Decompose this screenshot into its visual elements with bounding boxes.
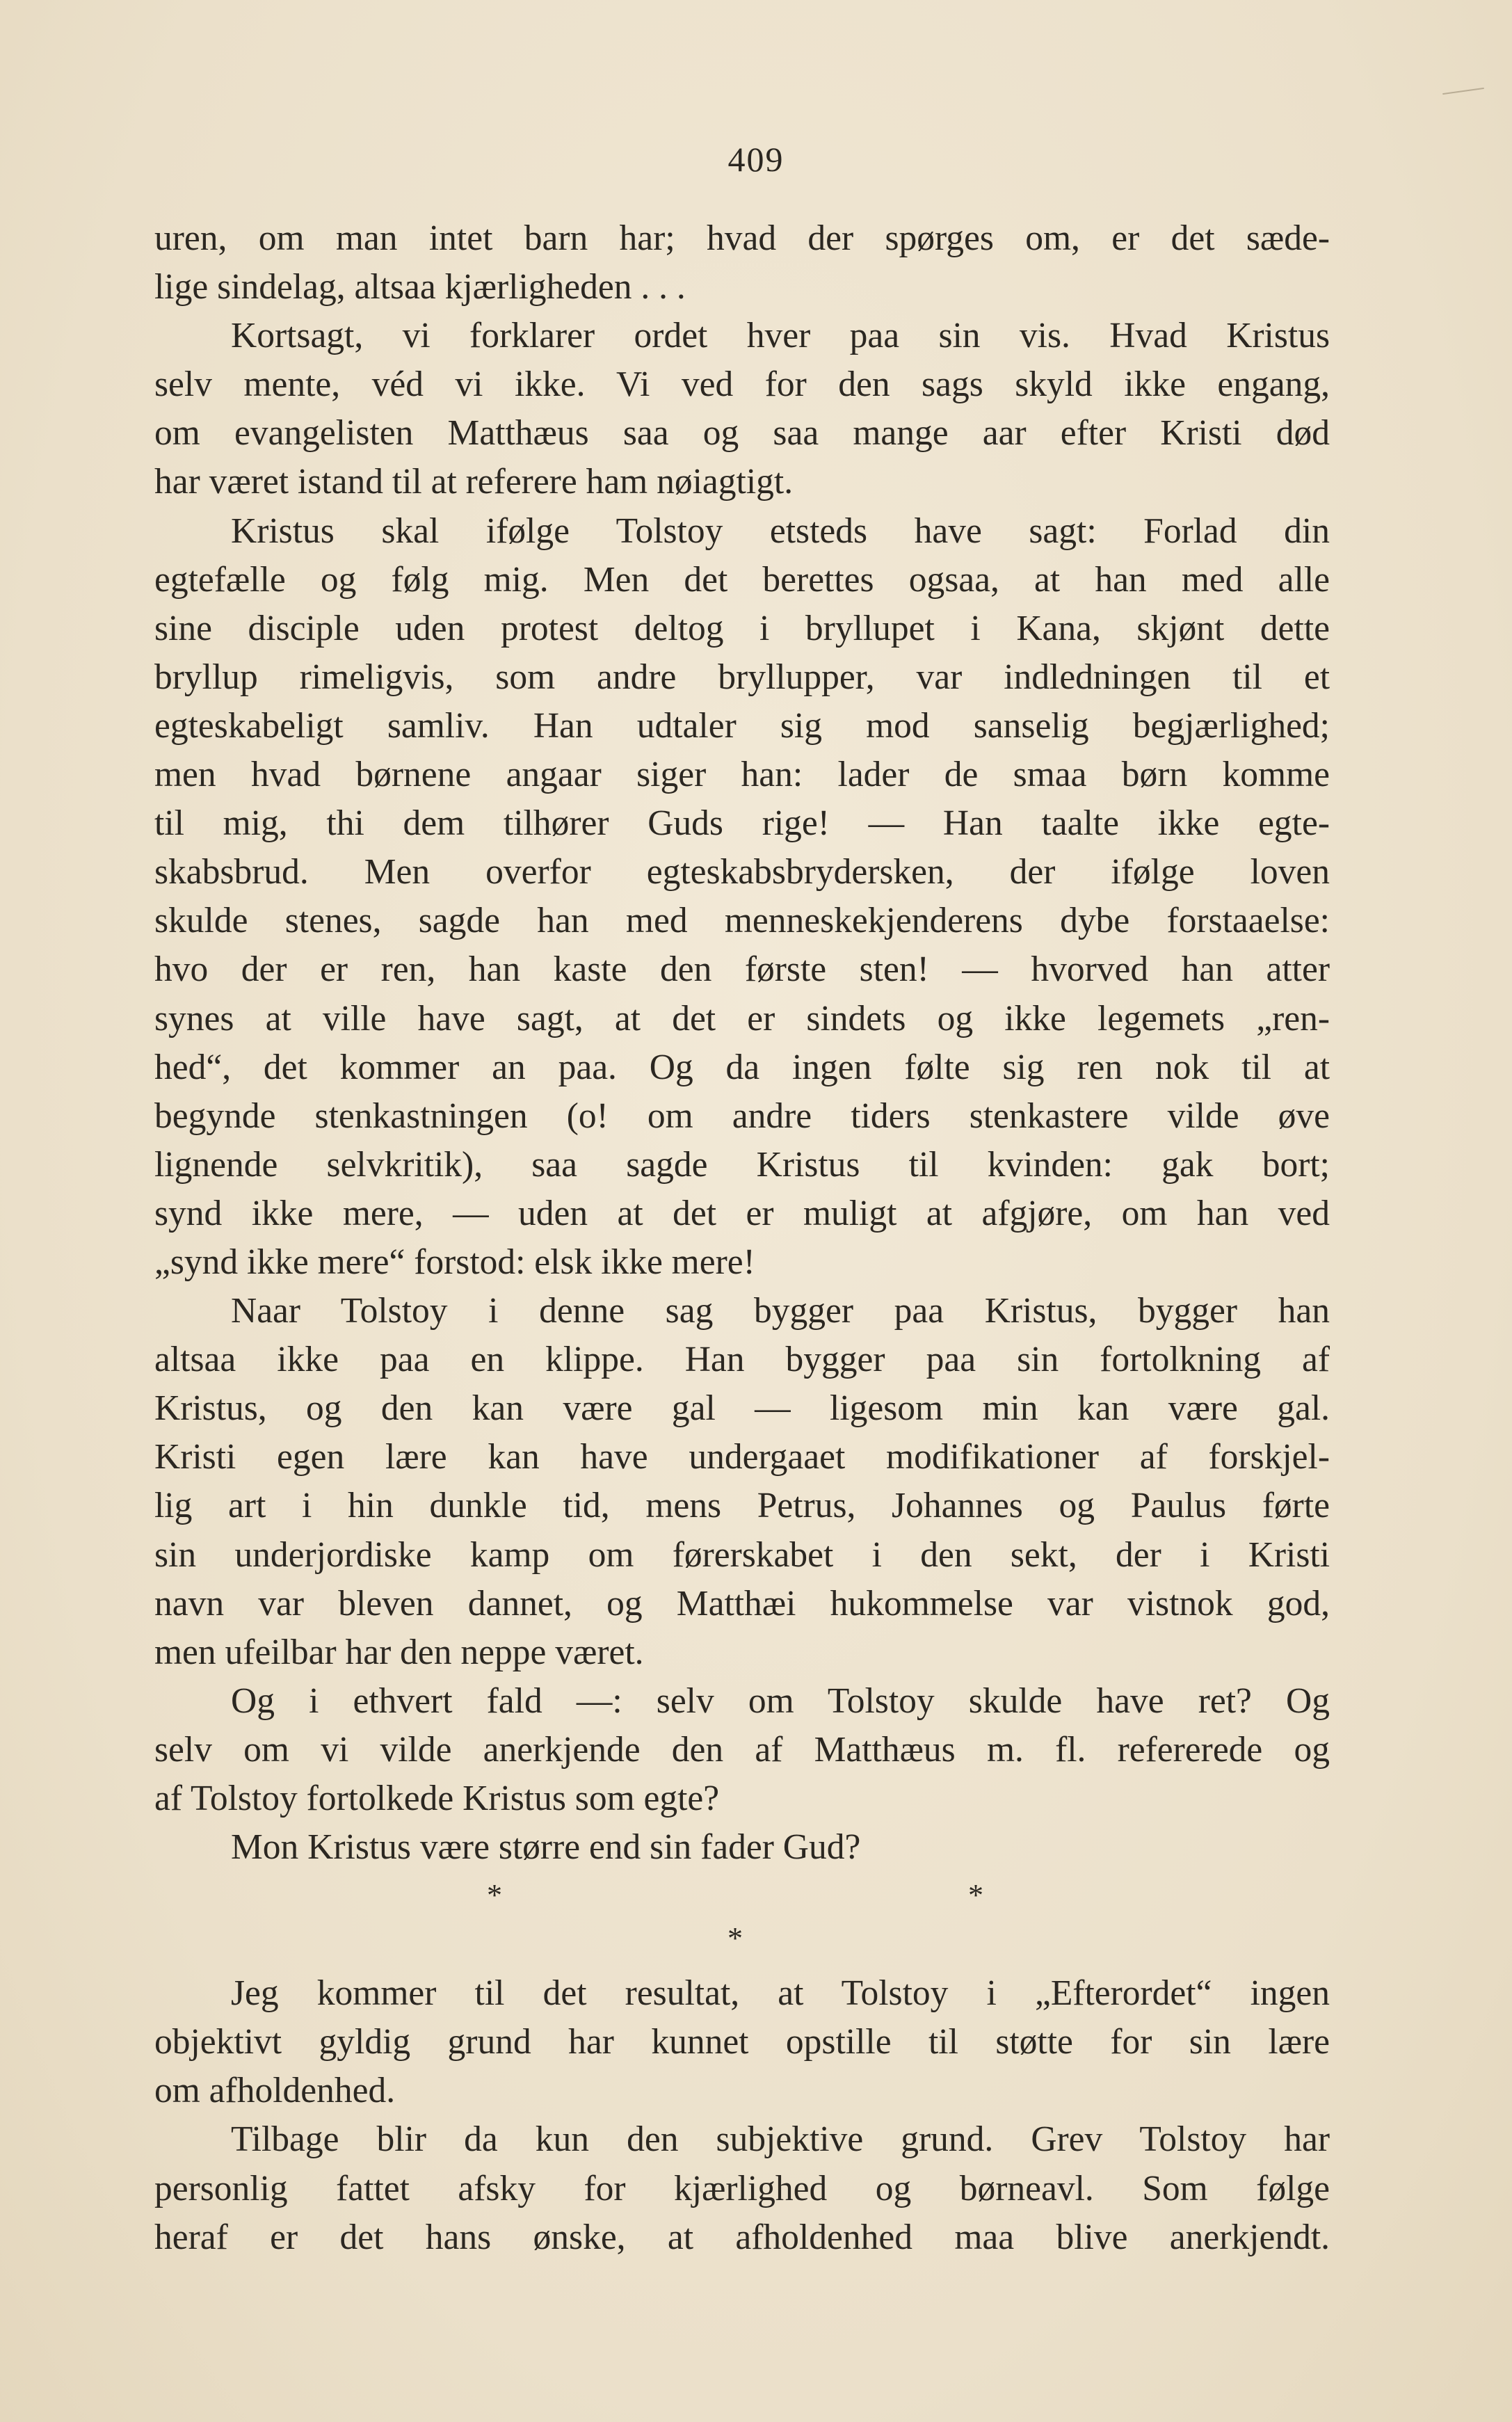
text-line: Tilbage blir da kun den subjektive grund. Grev Tolstoy har [231, 2119, 1330, 2160]
text-line: egtefælle og følg mig. Men det berettes ogsaa, at han med alle [154, 559, 1330, 600]
text-line: Kristus, og den kan være gal — ligesom min kan være gal. [154, 1388, 1330, 1429]
text-line: skabsbrud. Men overfor egteskabsbrydersken, der ifølge loven [154, 852, 1330, 892]
text-line: hed“, det kommer an paa. Og da ingen følte sig ren nok til at [154, 1047, 1330, 1087]
text-line: men ufeilbar har den neppe været. [154, 1632, 644, 1672]
text-line: til mig, thi dem tilhører Guds rige! — Han taalte ikke egte- [154, 803, 1330, 844]
text-line: sin underjordiske kamp om førerskabet i den sekt, der i Kristi [154, 1534, 1330, 1575]
text-line: Naar Tolstoy i denne sag bygger paa Kristus, bygger han [231, 1291, 1330, 1331]
text-line: Jeg kommer til det resultat, at Tolstoy i „Efterordet“ ingen [231, 1973, 1330, 2014]
text-line: Kristi egen lære kan have undergaaet modifikationer af forskjel- [154, 1437, 1330, 1477]
text-line: om evangelisten Matthæus saa og saa mange aar efter Kristi død [154, 413, 1330, 454]
text-line: lig art i hin dunkle tid, mens Petrus, Johannes og Paulus førte [154, 1486, 1330, 1526]
text-line: om afholdenhed. [154, 2071, 396, 2111]
text-line: uren, om man intet barn har; hvad der spørges om, er det sæde- [154, 218, 1330, 258]
body-text [154, 214, 1330, 2262]
text-line: Mon Kristus være større end sin fader Gud? [231, 1827, 861, 1868]
text-line: begynde stenkastningen (o! om andre tiders stenkastere vilde øve [154, 1096, 1330, 1136]
text-line: har været istand til at referere ham nøiagtigt. [154, 462, 794, 502]
text-line: Og i ethvert fald —: selv om Tolstoy skulde have ret? Og [231, 1681, 1330, 1721]
text-line: altsaa ikke paa en klippe. Han bygger paa sin fortolkning af [154, 1340, 1330, 1380]
text-line: lige sindelag, altsaa kjærligheden . . . [154, 267, 686, 307]
asterisk: * [727, 1921, 743, 1956]
text-line: heraf er det hans ønske, at afholdenhed maa blive anerkjendt. [154, 2217, 1330, 2257]
text-line: „synd ikke mere“ forstod: elsk ikke mere! [154, 1242, 755, 1282]
text-line: skulde stenes, sagde han med menneskekjenderens dybe forstaaelse: [154, 901, 1330, 941]
section-separator [154, 1872, 1330, 1969]
text-line: Kristus skal ifølge Tolstoy etsteds have sagt: Forlad din [231, 511, 1330, 551]
page-number: 409 [727, 140, 785, 179]
text-line: hvo der er ren, han kaste den første sten! — hvorved han atter [154, 949, 1330, 990]
text-line: egteskabeligt samliv. Han udtaler sig mod sanselig begjærlighed; [154, 705, 1330, 746]
text-line: synes at ville have sagt, at det er sindets og ikke legemets „ren- [154, 998, 1330, 1038]
text-line: selv mente, véd vi ikke. Vi ved for den sags skyld ikke engang, [154, 364, 1330, 405]
text-line: men hvad børnene angaar siger han: lader de smaa børn komme [154, 755, 1330, 795]
text-line: af Tolstoy fortolkede Kristus som egte? [154, 1779, 720, 1818]
text-line: personlig fattet afsky for kjærlighed og børneavl. Som følge [154, 2168, 1330, 2208]
text-line: Kortsagt, vi forklarer ordet hver paa sin vis. Hvad Kristus [231, 316, 1330, 356]
text-line: synd ikke mere, — uden at det er muligt at afgjøre, om han ved [154, 1193, 1330, 1233]
asterisk: * [968, 1878, 983, 1913]
text-line: bryllup rimeligvis, som andre bryllupper, var indledningen til et [154, 657, 1330, 697]
text-line: sine disciple uden protest deltog i bryllupet i Kana, skjønt dette [154, 608, 1330, 648]
text-line: objektivt gyldig grund har kunnet opstille til støtte for sin lære [154, 2022, 1330, 2062]
asterisk: * [487, 1878, 502, 1913]
text-line: navn var bleven dannet, og Matthæi hukommelse var vistnok god, [154, 1583, 1330, 1623]
edge-mark [1442, 88, 1484, 95]
text-line: lignende selvkritik), saa sagde Kristus til kvinden: gak bort; [154, 1144, 1330, 1185]
text-line: selv om vi vilde anerkjende den af Matthæus m. fl. refererede og [154, 1729, 1330, 1770]
